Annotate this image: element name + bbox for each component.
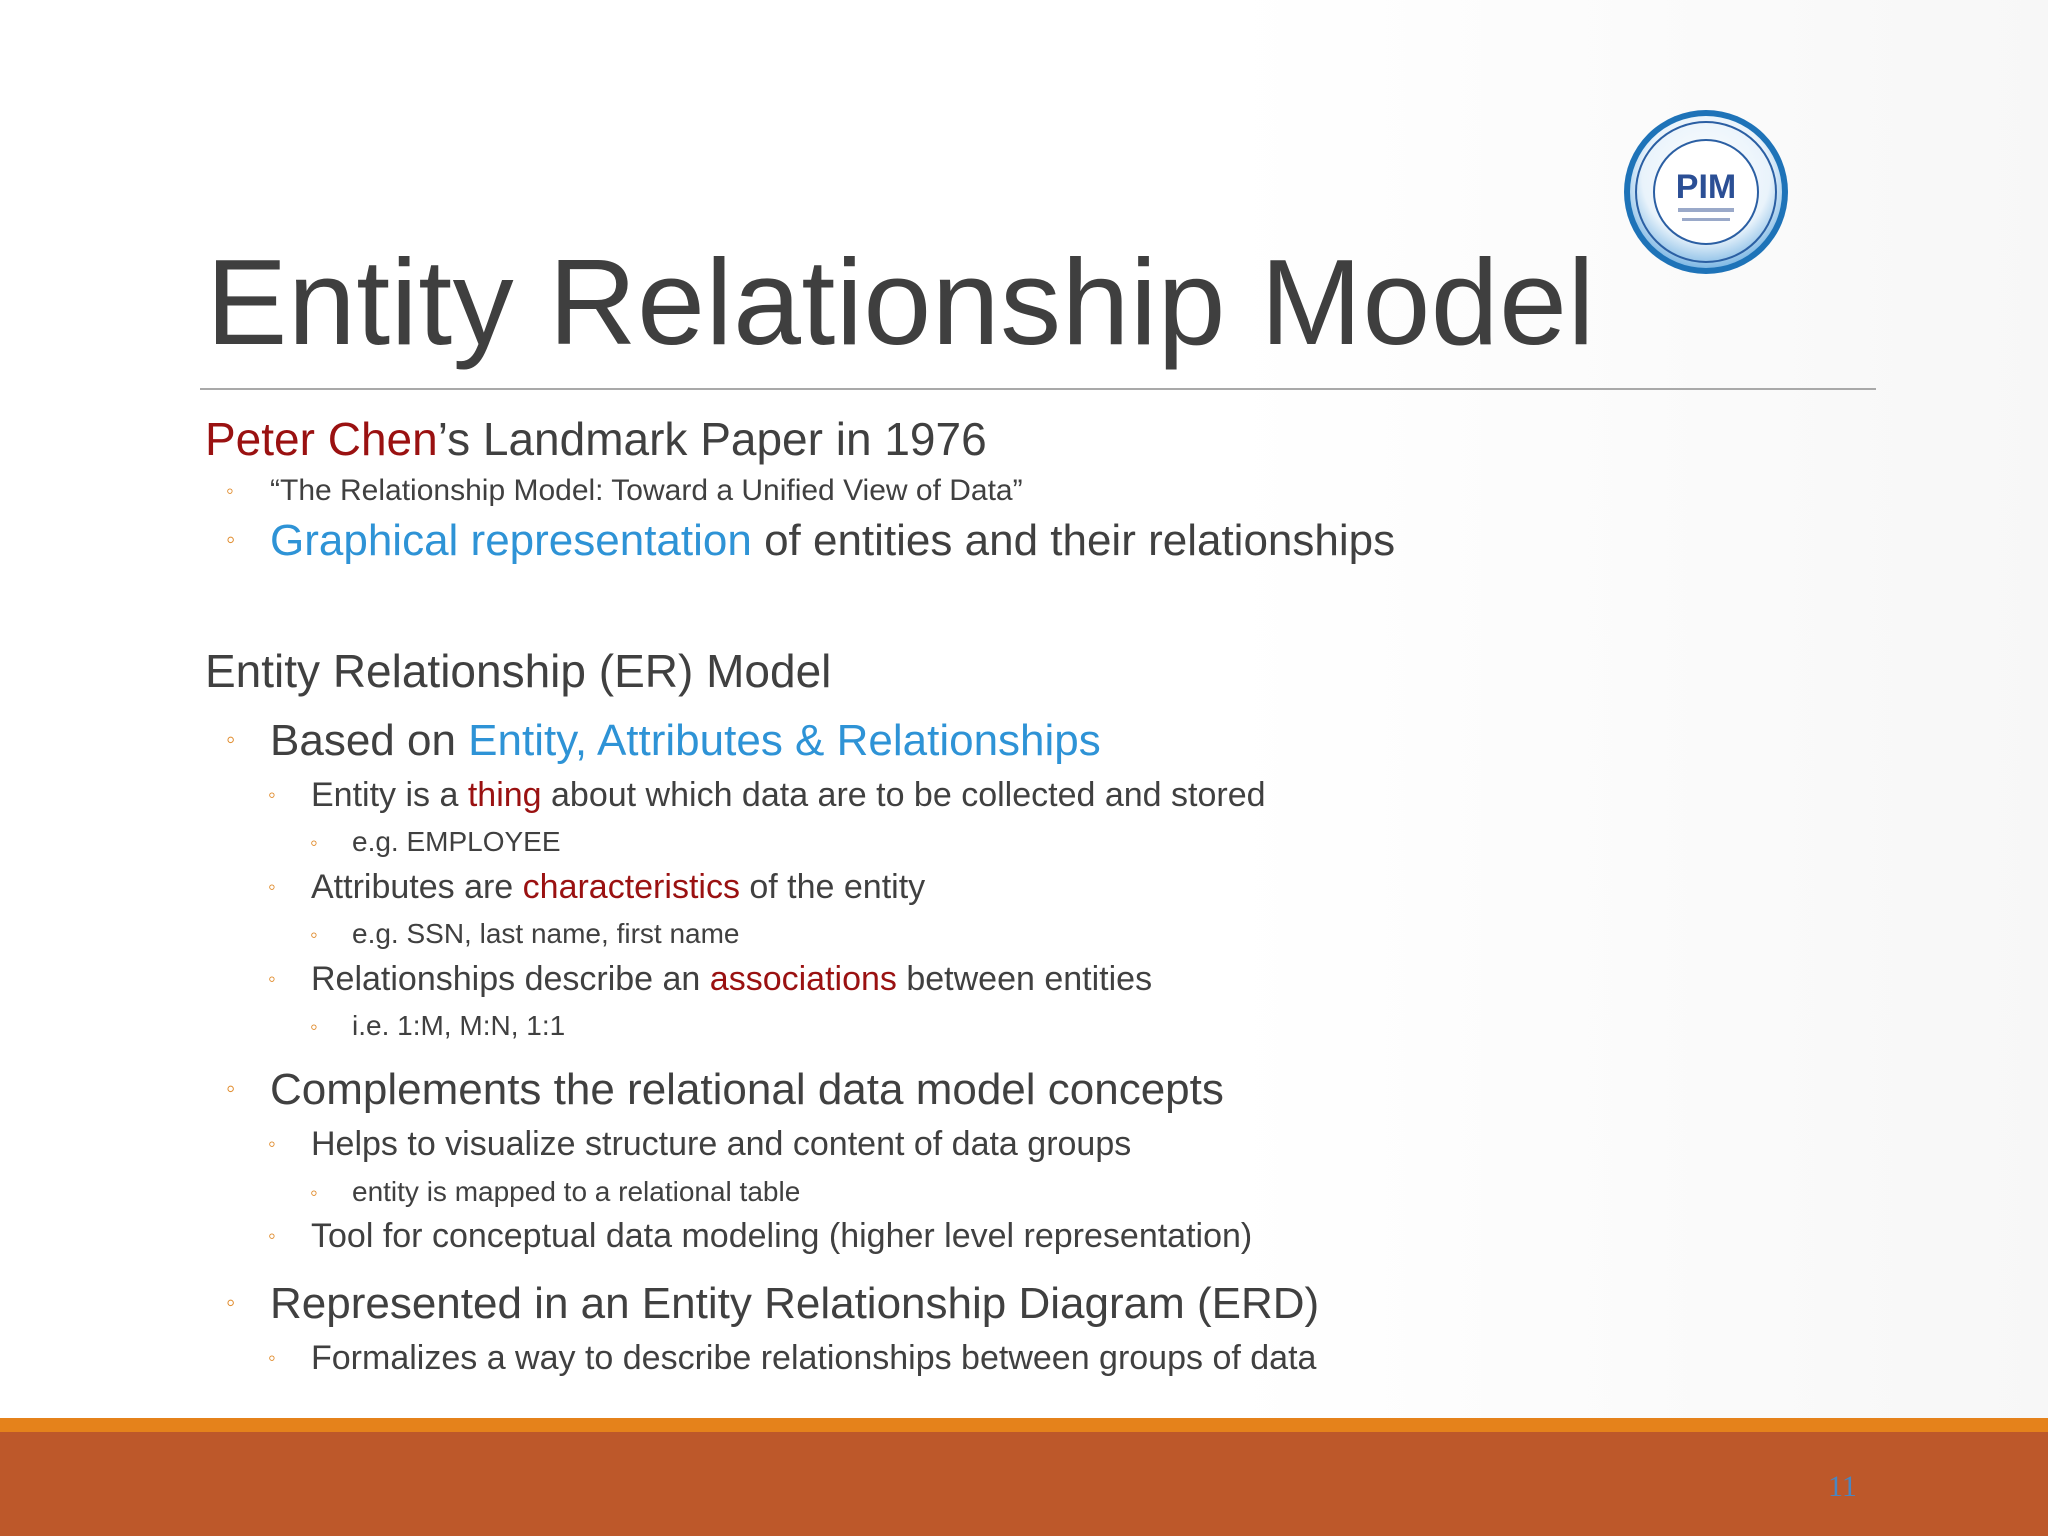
attributes-example: e.g. SSN, last name, first name xyxy=(352,918,740,949)
page-number: 11 xyxy=(1828,1470,1857,1503)
item-text: Relationships describe an xyxy=(311,960,710,998)
item-text: of the entity xyxy=(739,868,926,906)
bullet-icon: ◦ xyxy=(310,1180,318,1205)
footer-accent-line xyxy=(0,1418,2048,1432)
section-heading-er-model: Entity Relationship (ER) Model xyxy=(205,645,832,697)
item-text: of entities and their relationships xyxy=(751,516,1396,565)
highlight-text: associations xyxy=(709,960,897,998)
bullet-icon: ◦ xyxy=(268,966,276,991)
highlight-text: Entity, Attributes & Relationships xyxy=(468,716,1101,765)
slide-title: Entity Relationship Model xyxy=(206,234,1596,370)
item-text: between entities xyxy=(896,960,1153,998)
bullet-icon: ◦ xyxy=(226,1287,236,1317)
bullet-icon: ◦ xyxy=(268,874,276,899)
bullet-icon: ◦ xyxy=(226,1073,236,1103)
logo-monogram: PIM xyxy=(1675,168,1737,206)
bullet-icon: ◦ xyxy=(310,1014,318,1039)
mapped-item: entity is mapped to a relational table xyxy=(352,1176,801,1207)
paper-title: “The Relationship Model: Toward a Unified View of Data” xyxy=(270,474,1023,507)
footer-bar xyxy=(0,1432,2048,1536)
institute-logo xyxy=(1622,108,1790,276)
bullet-icon: ◦ xyxy=(268,1131,276,1156)
bullet-icon: ◦ xyxy=(268,782,276,807)
item-text: Attributes are xyxy=(311,868,523,906)
graphical-representation-item xyxy=(270,516,1395,566)
section-heading-peter-chen xyxy=(205,412,987,466)
item-text: Entity is a xyxy=(311,776,468,814)
helps-visualize-item: Helps to visualize structure and content of data groups xyxy=(311,1125,1132,1163)
bullet-icon: ◦ xyxy=(226,724,236,754)
highlight-text: characteristics xyxy=(522,868,740,906)
entity-definition xyxy=(311,776,1266,815)
attributes-definition xyxy=(311,868,925,907)
formalizes-item: Formalizes a way to describe relationships between groups of data xyxy=(311,1339,1317,1377)
item-text: about which data are to be collected and stored xyxy=(541,776,1266,814)
bullet-icon: ◦ xyxy=(226,524,236,554)
author-name: Peter Chen xyxy=(205,413,438,465)
based-on-item xyxy=(270,716,1101,766)
bullet-icon: ◦ xyxy=(268,1345,276,1370)
relationships-definition xyxy=(311,960,1152,999)
complements-item: Complements the relational data model concepts xyxy=(270,1065,1224,1114)
bullet-icon: ◦ xyxy=(268,1223,276,1248)
item-text: Based on xyxy=(270,716,469,765)
represented-item: Represented in an Entity Relationship Diagram (ERD) xyxy=(270,1279,1320,1328)
bullet-icon: ◦ xyxy=(310,922,318,947)
highlight-text: Graphical representation xyxy=(270,516,752,565)
bullet-icon: ◦ xyxy=(310,830,318,855)
entity-example: e.g. EMPLOYEE xyxy=(352,826,561,857)
institute-seal-logo-icon xyxy=(1622,108,1790,276)
relationships-example: i.e. 1:M, M:N, 1:1 xyxy=(352,1010,566,1041)
bullet-icon: ◦ xyxy=(226,478,234,503)
heading-rest-text: ’s Landmark Paper in 1976 xyxy=(437,413,987,465)
title-divider xyxy=(200,388,1876,390)
highlight-text: thing xyxy=(467,776,542,814)
tool-item: Tool for conceptual data modeling (higher level representation) xyxy=(311,1217,1253,1255)
